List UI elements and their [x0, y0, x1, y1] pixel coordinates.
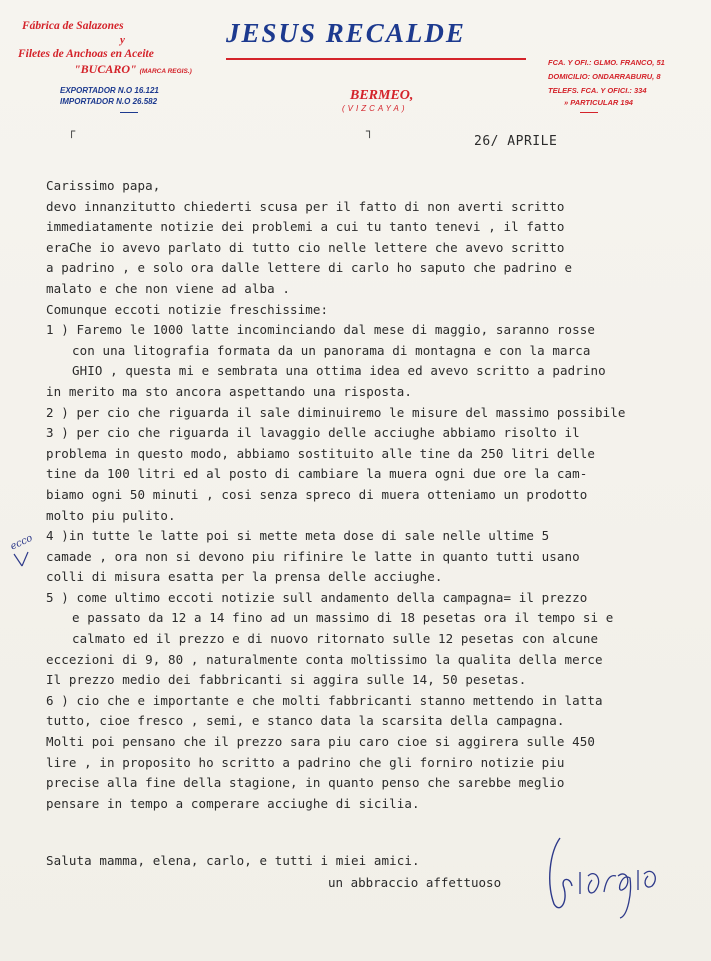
letterhead-divider-right [580, 112, 598, 113]
body-line: tutto, cioe fresco , semi, e stanco data la scarsita della campagna. [46, 713, 565, 729]
body-line: lire , in proposito ho scritto a padrino che gli forniro notizie piu [46, 754, 565, 770]
margin-note [4, 522, 44, 576]
body-line: 6 ) cio che e importante e che molti fabbricanti stanno mettendo in latta [46, 692, 603, 708]
body-line: a padrino , e solo ora dalle lettere di carlo ho saputo che padrino e [46, 260, 573, 276]
body-line: 2 ) per cio che riguarda il sale diminuiremo le misure del massimo possibile [46, 404, 626, 420]
phone-line-2: » PARTICULAR 194 [564, 98, 633, 107]
corner-mark-right: ┐ [366, 124, 374, 138]
brand-underline [226, 58, 526, 60]
letter-body [46, 176, 706, 814]
svg-text:ecco: ecco [8, 532, 35, 553]
body-line: eccezioni di 9, 80 , naturalmente conta moltissimo la qualita della merce [46, 651, 603, 667]
closing-greeting: Saluta mamma, elena, carlo, e tutti i miei amici. [46, 853, 420, 868]
body-line: Il prezzo medio dei fabbricanti si aggira sulle 14, 50 pesetas. [46, 672, 527, 688]
body-line: eraChe io avevo parlato di tutto cio nelle lettere che avevo scritto [46, 239, 565, 255]
body-line: Molti poi pensano che il prezzo sara piu caro cioe si aggirera sulle 450 [46, 734, 596, 750]
factory-line-3: Filetes de Anchoas en Aceite [18, 48, 154, 60]
body-line: camade , ora non si devono piu rifinire le latte in quanto tutti usano [46, 548, 580, 564]
bucaro-label: "BUCARO" [74, 62, 137, 76]
body-line: e passato da 12 a 14 fino ad un massimo di 18 pesetas ora il tempo si e [72, 610, 614, 626]
body-line: molto piu pulito. [46, 507, 176, 523]
body-line: 3 ) per cio che riguarda il lavaggio delle acciughe abbiamo risolto il [46, 425, 580, 441]
letter-date: 26/ APRILE [474, 134, 558, 149]
exporter-number: EXPORTADOR N.O 16.121 [60, 86, 159, 95]
phone-line-1: TELEFS. FCA. Y OFICI.: 334 [548, 86, 647, 95]
factory-line-2: y [120, 34, 125, 46]
body-line: problema in questo modo, abbiamo sostituito alle tine da 250 litri delle [46, 445, 596, 461]
body-line: precise alla fine della stagione, in quanto penso che sarebbe meglio [46, 775, 565, 791]
sign-off: un abbraccio affettuoso [328, 875, 502, 890]
brand-bucaro [74, 62, 192, 77]
importer-number: IMPORTADOR N.O 26.582 [60, 97, 158, 106]
body-line: devo innanzitutto chiederti scusa per il fatto di non averti scritto [46, 198, 565, 214]
factory-line-1: Fábrica de Salazones [22, 20, 124, 32]
salutation: Carissimo papa, [46, 178, 161, 193]
region-name: (VIZCAYA) [342, 104, 408, 113]
corner-mark-left: ┌ [68, 124, 76, 138]
body-line: in merito ma sto ancora aspettando una risposta. [46, 383, 413, 399]
body-line: 1 ) Faremo le 1000 latte incominciando dal mese di maggio, saranno rosse [46, 322, 596, 338]
body-line: tine da 100 litri ed al posto di cambiare la muera ogni due ore la cam- [46, 466, 588, 482]
body-line: malato e che non viene ad alba . [46, 280, 291, 296]
body-line: con una litografia formata da un panorama di montagna e con la marca [72, 342, 591, 358]
address-line-2: DOMICILIO: ONDARRABURU, 8 [548, 72, 661, 81]
brand-title: JESUS RECALDE [226, 18, 466, 48]
body-line: 4 )in tutte le latte poi si mette meta dose di sale nelle ultime 5 [46, 528, 550, 544]
body-line: biamo ogni 50 minuti , cosi senza spreco di muera otteniamo un prodotto [46, 486, 588, 502]
body-line: GHIO , questa mi e sembrata una ottima idea ed avevo scritto a padrino [72, 363, 606, 379]
body-line: immediatamente notizie dei problemi a cui tu tanto tenevi , il fatto [46, 219, 565, 235]
body-line: 5 ) come ultimo eccoti notizie sull andamento della campagna= il prezzo [46, 589, 588, 605]
body-line: Comunque eccoti notizie freschissime: [46, 301, 329, 317]
bucaro-mark: (MARCA REGIS.) [139, 68, 192, 75]
body-line: pensare in tempo a comperare acciughe di sicilia. [46, 795, 420, 811]
letterhead-divider-left [120, 112, 138, 113]
body-line: calmato ed il prezzo e di nuovo ritornato sulle 12 pesetas con alcune [72, 631, 599, 647]
city-name: BERMEO, [350, 88, 414, 103]
body-line: colli di misura esatta per la prensa delle acciughe. [46, 569, 443, 585]
closing-block [46, 850, 420, 872]
margin-note-drawing [4, 522, 44, 572]
signature-drawing [540, 832, 670, 922]
signature [540, 832, 670, 926]
address-line-1: FCA. Y OFI.: GLMO. FRANCO, 51 [548, 58, 665, 67]
